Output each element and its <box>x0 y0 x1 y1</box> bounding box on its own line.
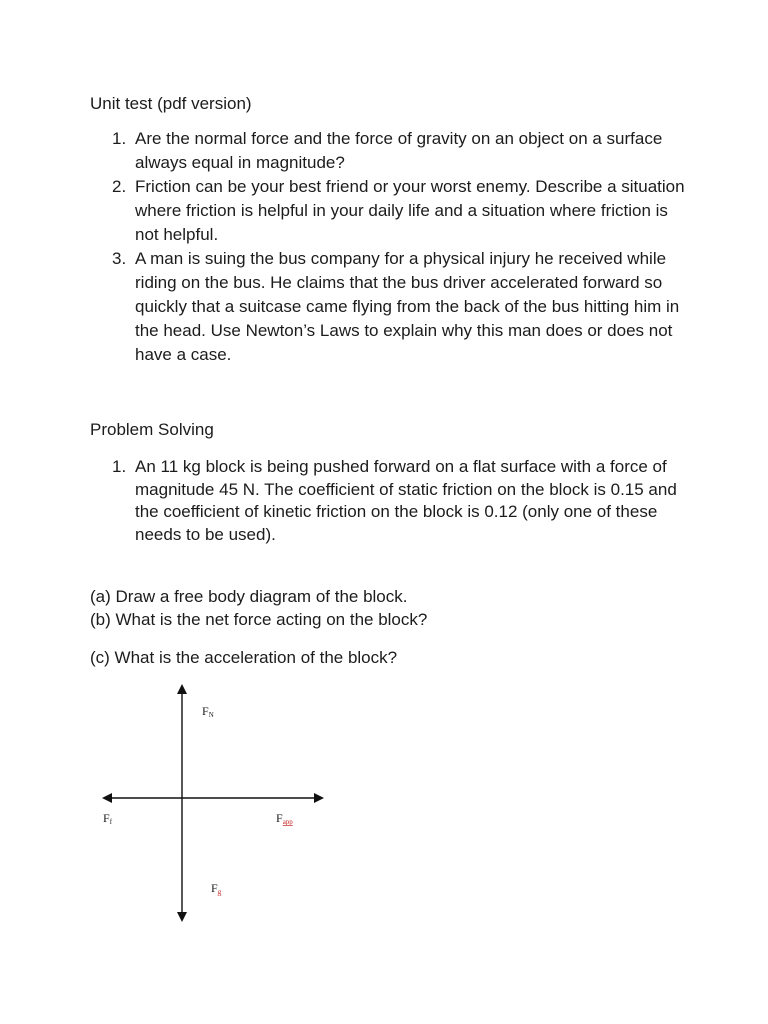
applied-force-label: Fapp <box>276 811 293 826</box>
list-item <box>90 456 690 546</box>
part-c: (c) What is the acceleration of the block? <box>90 648 398 667</box>
friction-force-label: Ff <box>103 811 113 826</box>
arrow-up-icon <box>177 684 187 694</box>
item-text: Are the normal force and the force of gravity on an object on a surface always equal in magnitude? <box>135 129 663 172</box>
item-number: 2. <box>112 177 127 196</box>
section-heading-problem-solving: Problem Solving <box>90 420 214 439</box>
item-text: Friction can be your best friend or your worst enemy. Describe a situation where friction is helpful in your daily life and a situation where friction is not helpful. <box>135 177 685 244</box>
gravity-force-label: Fg <box>211 881 222 896</box>
section-heading-unit-test: Unit test (pdf version) <box>90 94 252 113</box>
part-a: (a) Draw a free body diagram of the block. <box>90 587 408 606</box>
list-item <box>90 175 690 247</box>
item-text: An 11 kg block is being pushed forward on a flat surface with a force of magnitude 45 N. The coefficient of static friction on the block is 0.15 and the coefficient of kinetic friction on the block is 0.12 (only one of these needs to be used). <box>135 457 677 544</box>
item-text: A man is suing the bus company for a physical injury he received while riding on the bus. He claims that the bus driver accelerated forward so quickly that a suitcase came flying from the back of the bus hitting him in the head. Use Newton’s Laws to explain why this man does or does not have a case. <box>135 249 680 364</box>
problem-list <box>90 456 690 546</box>
arrow-left-icon <box>102 793 112 803</box>
arrow-down-icon <box>177 912 187 922</box>
item-number: 3. <box>112 249 127 268</box>
free-body-diagram <box>90 676 350 936</box>
item-number: 1. <box>112 129 127 148</box>
list-item <box>90 247 690 367</box>
part-b: (b) What is the net force acting on the block? <box>90 610 428 629</box>
normal-force-label: FN <box>202 704 214 719</box>
question-list <box>90 127 690 367</box>
arrow-right-icon <box>314 793 324 803</box>
list-item <box>90 127 690 175</box>
item-number: 1. <box>112 457 127 476</box>
